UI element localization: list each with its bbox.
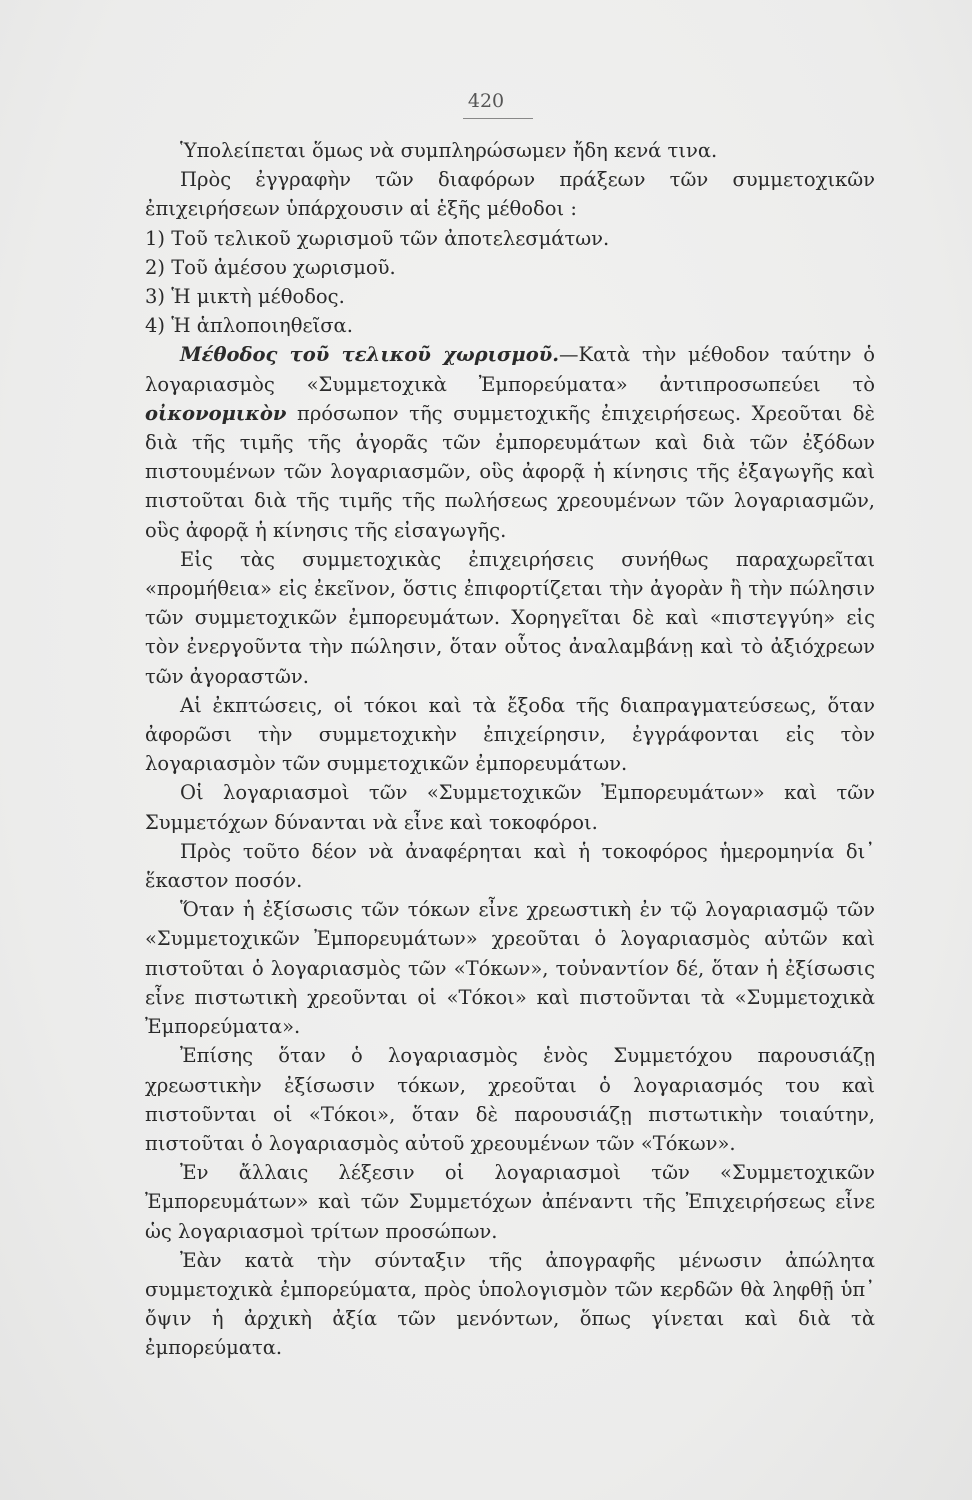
section-text-after: πρόσωπον τῆς συμμετοχικῆς ἐπιχειρήσεως. Χρεοῦται δὲ διὰ τῆς τιμῆς τῆς ἀγορᾶς τῶν ἐμπορευμάτων καὶ διὰ τῶν ἐξόδων πιστουμένων τῶν λογαριασμῶν, οὓς ἀφορᾷ ἡ κίνησις τῆς ἐξαγωγῆς καὶ πιστοῦται διὰ τῆς τιμῆς τῆς πωλήσεως χρεουμένων τῶν λογαριασμῶν, οὓς ἀφορᾷ ἡ κίνησις τῆς εἰσαγωγῆς. [145,401,875,542]
method-item-2: 2) Τοῦ ἀμέσου χωρισμοῦ. [145,255,396,279]
method-item-1: 1) Τοῦ τελικοῦ χωρισμοῦ τῶν ἀποτελεσμάτων. [145,226,610,250]
intro-line-1: Ὑπολείπεται ὅμως νὰ συμπληρώσωμεν ἤδη κενά τινα. [180,139,718,162]
intro-line-2: Πρὸς ἐγγραφὴν τῶν διαφόρων πράξεων τῶν συμμετοχικῶν ἐπιχειρήσεων ὑπάρχουσιν αἱ ἑξῆς μέθοδοι : [145,168,875,221]
paragraph-interest-bearing: Οἱ λογαριασμοὶ τῶν «Συμμετοχικῶν Ἐμπορευμάτων» καὶ τῶν Συμμετόχων δύνανται νὰ εἶνε καὶ τοκοφόροι. [145,781,875,834]
paragraph-inventory: Ἐὰν κατὰ τὴν σύνταξιν τῆς ἀπογραφῆς μένωσιν ἀπώλητα συμμετοχικὰ ἐμπορεύματα, πρὸς ὑπολογισμὸν τῶν κερδῶν θὰ ληφθῇ ὑπ᾽ ὄψιν ἡ ἀρχικὴ ἀξία τῶν μενόντων, ὅπως γίνεται καὶ διὰ τὰ ἐμπορεύματα. [145,1248,875,1360]
paragraph-commission: Εἰς τὰς συμμετοχικὰς ἐπιχειρήσεις συνήθως παραχωρεῖται «προμήθεια» εἰς ἐκεῖνον, ὅστις ἐπιφορτίζεται τὴν ἀγορὰν ἢ τὴν πώλησιν τῶν συμμετοχικῶν ἐμπορευμάτων. Χορηγεῖται δὲ καὶ «πιστεγγύη» εἰς τὸν ἐνεργοῦντα τὴν πώλησιν, ὅταν οὗτος ἀναλαμβάνῃ καὶ τὸ ἀξιόχρεων τῶν ἀγοραστῶν. [145,547,875,688]
paragraph-discounts: Αἱ ἐκπτώσεις, οἱ τόκοι καὶ τὰ ἔξοδα τῆς διαπραγματεύσεως, ὅταν ἀφορῶσι τὴν συμμετοχικὴν ἐπιχείρησιν, ἐγγράφονται εἰς τὸν λογαριασμὸν τῶν συμμετοχικῶν ἐμπορευμάτων. [145,693,875,776]
page-number-rule [463,118,533,119]
body-text [145,136,875,1363]
method-item-3: 3) Ἡ μικτὴ μέθοδος. [145,285,345,309]
section-emphasis: οἰκονομικὸν [145,401,287,425]
page-number: 420 [467,90,505,112]
section-paragraph [145,340,875,544]
section-text-before: —Κατὰ τὴν μέθοδον ταύτην ὁ λογαριασμὸς «Συμμετοχικὰ Ἐμπορεύματα» ἀντιπροσωπεύει τὸ [145,343,876,396]
paragraph-third-parties: Ἐν ἄλλαις λέξεσιν οἱ λογαριασμοὶ τῶν «Συμμετοχικῶν Ἐμπορευμάτων» καὶ τῶν Συμμετόχων ἀπέναντι τῆς Ἐπιχειρήσεως εἶνε ὡς λογαριασμοὶ τρίτων προσώπων. [145,1161,875,1243]
paragraph-interest-date: Πρὸς τοῦτο δέον νὰ ἀναφέρηται καὶ ἡ τοκοφόρος ἡμερομηνία δι᾽ ἕκαστον ποσόν. [145,839,875,893]
section-heading: Μέθοδος τοῦ τελικοῦ χωρισμοῦ. [180,343,560,367]
paragraph-interest-equation: Ὅταν ἡ ἐξίσωσις τῶν τόκων εἶνε χρεωστικὴ ἐν τῷ λογαριασμῷ τῶν «Συμμετοχικῶν Ἐμπορευμάτων» χρεοῦται ὁ λογαριασμὸς αὐτῶν καὶ πιστοῦται ὁ λογαριασμὸς τῶν «Τόκων», τοὐναντίον δέ, ὅταν ἡ ἐξίσωσις εἶνε πιστωτικὴ χρεοῦνται οἱ «Τόκοι» καὶ πιστοῦνται τὰ «Συμμετοχικὰ Ἐμπορεύματα». [145,898,875,1039]
method-item-4: 4) Ἡ ἁπλοποιηθεῖσα. [145,314,353,338]
paragraph-participant-account: Ἐπίσης ὅταν ὁ λογαριασμὸς ἑνὸς Συμμετόχου παρουσιάζῃ χρεωστικὴν ἐξίσωσιν τόκων, χρεοῦται ὁ λογαριασμός του καὶ πιστοῦνται οἱ «Τόκοι», ὅταν δὲ παρουσιάζῃ πιστωτικὴν τοιαύτην, πιστοῦται ὁ λογαριασμὸς αὐτοῦ χρεουμένων τῶν «Τόκων». [145,1044,875,1155]
